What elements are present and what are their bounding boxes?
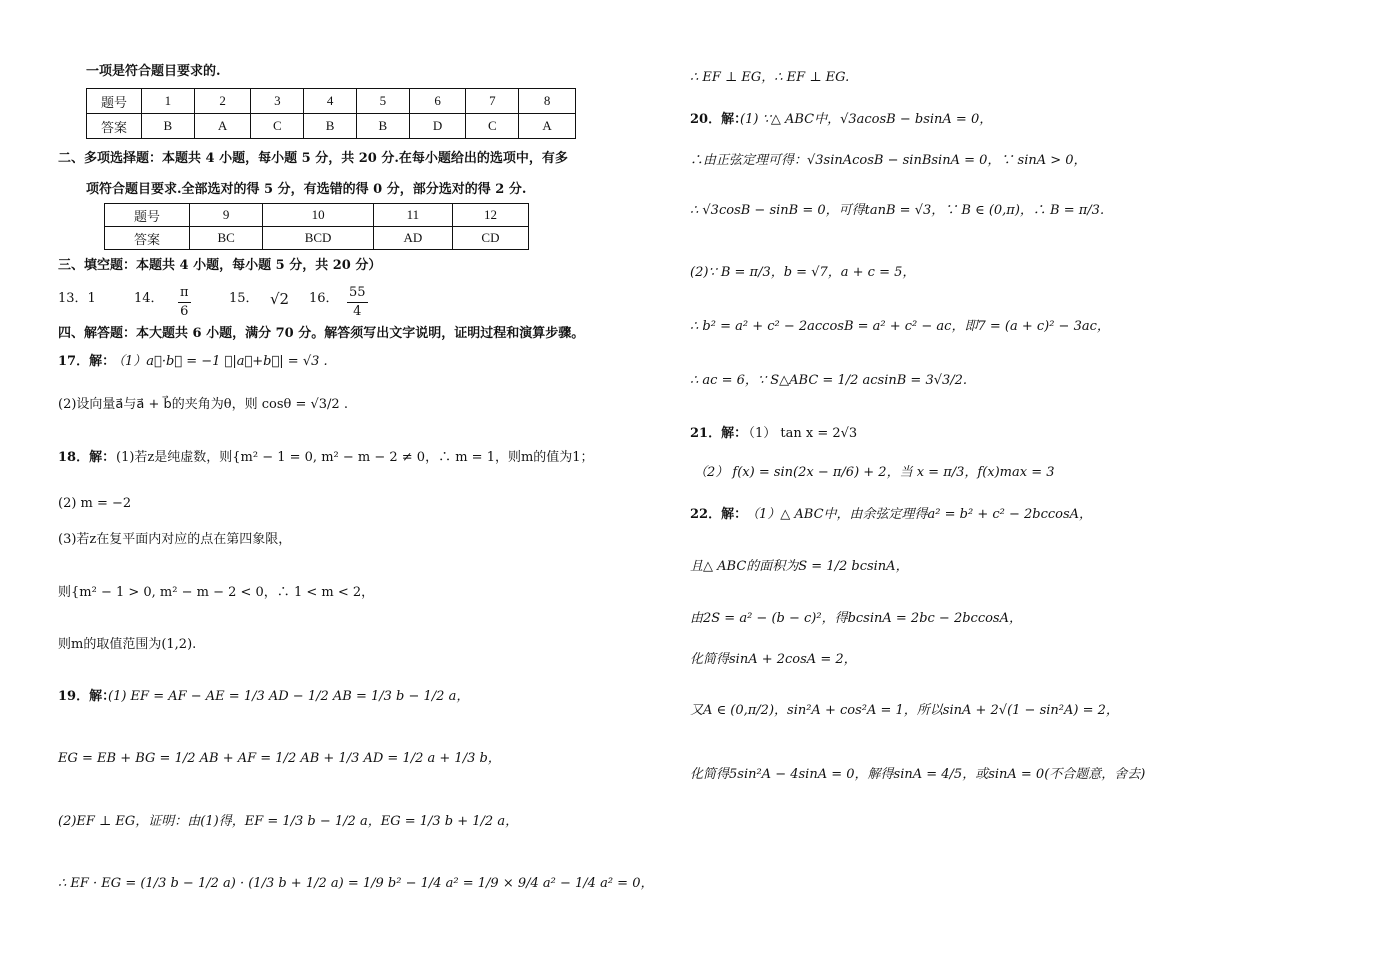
q18-part2: (2) m = −2 — [58, 496, 132, 511]
table-row — [87, 89, 576, 114]
q19-part3: (2)EF ⊥ EG，证明：由(1)得，EF = 1/3 b − 1/2 a，EG = 1/3 b + 1/2 a， — [58, 814, 519, 829]
table-cell: BCD — [263, 227, 374, 250]
table-cell: A — [519, 114, 576, 139]
table-cell: 答案 — [87, 114, 142, 139]
table-cell: 12 — [452, 204, 528, 227]
fraction-denominator: 6 — [180, 304, 189, 319]
table-cell: 11 — [373, 204, 452, 227]
table-cell: 题号 — [87, 89, 142, 114]
table-cell: B — [356, 114, 409, 139]
table-cell: AD — [373, 227, 452, 250]
q21-part2: （2） f(x) = sin(2x − π/6) + 2，当 x = π/3，f(x)max = 3 — [694, 465, 1055, 480]
fill-answer-14 — [178, 284, 191, 321]
q21-label: 21．解： — [690, 426, 748, 441]
fill-label-16: 16． — [309, 291, 339, 306]
q18-part1: (1)若z是纯虚数，则{m² − 1 = 0, m² − m − 2 ≠ 0，∴ m = 1，则m的值为1； — [116, 450, 594, 465]
table-cell: 2 — [194, 89, 251, 114]
fill-answer-15: √2 — [270, 290, 290, 308]
table-cell: 1 — [142, 89, 195, 114]
q17-part1: （1）a⃗·b⃗ = −1 ，|a⃗+b⃗| = √3 . — [112, 354, 328, 369]
fraction-numerator: 55 — [347, 284, 368, 303]
table-cell: D — [409, 114, 466, 139]
table-cell: 题号 — [105, 204, 190, 227]
table-cell: 9 — [190, 204, 263, 227]
q22-part6: 化简得5sin²A − 4sinA = 0，解得sinA = 4/5，或sinA = 0(不合题意，舍去) — [690, 767, 1146, 782]
table-row — [105, 227, 529, 250]
table-row — [105, 204, 529, 227]
section2-heading-line1: 二、多项选择题：本题共 4 小题，每小题 5 分，共 20 分.在每小题给出的选项中，有多 — [58, 151, 568, 166]
q20-part3: ∴ √3cosB − sinB = 0，可得tanB = √3，∵ B ∈ (0,π)，∴ B = π/3. — [690, 203, 1105, 218]
q18-part4: 则{m² − 1 > 0, m² − m − 2 < 0，∴ 1 < m < 2， — [58, 585, 375, 600]
answer-table-2 — [104, 203, 529, 250]
table-cell: B — [142, 114, 195, 139]
q19-label: 19．解： — [58, 689, 116, 704]
table-cell: 6 — [409, 89, 466, 114]
table-cell: 3 — [251, 89, 304, 114]
q20-part6: ∴ ac = 6，∵ S△ABC = 1/2 acsinB = 3√3/2. — [690, 373, 968, 388]
table-cell: B — [304, 114, 357, 139]
q22-part4: 化简得sinA + 2cosA = 2， — [690, 652, 857, 667]
table-cell: 7 — [466, 89, 519, 114]
q18-part5: 则m的取值范围为(1,2). — [58, 637, 197, 652]
q22-part1: （1）△ ABC中，由余弦定理得a² = b² + c² − 2bccosA， — [746, 507, 1093, 522]
table-cell: CD — [452, 227, 528, 250]
q18-part3: (3)若z在复平面内对应的点在第四象限， — [58, 532, 292, 547]
fraction-denominator: 4 — [353, 304, 362, 319]
table-cell: 10 — [263, 204, 374, 227]
section3-heading: 三、填空题：本题共 4 小题，每小题 5 分，共 20 分） — [58, 258, 382, 273]
table-cell: 答案 — [105, 227, 190, 250]
q17-part2: (2)设向量a⃗与a⃗ + b⃗的夹角为θ，则 cosθ = √3/2 . — [58, 397, 348, 412]
fraction-numerator: π — [178, 284, 191, 303]
answer-table-1 — [86, 88, 576, 139]
table-cell: 4 — [304, 89, 357, 114]
table-cell: C — [466, 114, 519, 139]
q22-part2: 且△ ABC的面积为S = 1/2 bcsinA， — [690, 559, 909, 574]
fill-answer-13: 13．1 — [58, 291, 96, 306]
q20-part2: ∴由正弦定理可得：√3sinAcosB − sinBsinA = 0，∵ sinA > 0， — [690, 153, 1087, 168]
q21-part1: （1） tan x = 2√3 — [742, 426, 858, 441]
q19-part2: EG = EB + BG = 1/2 AB + AF = 1/2 AB + 1/3 AD = 1/2 a + 1/3 b， — [58, 751, 501, 766]
fill-answer-16 — [347, 284, 368, 321]
q17-label: 17．解： — [58, 354, 116, 369]
table-cell: C — [251, 114, 304, 139]
table-cell: A — [194, 114, 251, 139]
fill-label-14: 14． — [134, 291, 164, 306]
table-cell: 5 — [356, 89, 409, 114]
q19-conclusion: ∴ EF ⊥ EG，∴ EF ⊥ EG. — [690, 70, 850, 85]
q20-part5: ∴ b² = a² + c² − 2accosB = a² + c² − ac，即7 = (a + c)² − 3ac， — [690, 319, 1110, 334]
q22-part5: 又A ∈ (0,π/2)，sin²A + cos²A = 1，所以sinA + 2√(1 − sin²A) = 2， — [690, 703, 1119, 718]
section4-heading: 四、解答题：本大题共 6 小题，满分 70 分。解答须写出文字说明，证明过程和演算步骤。 — [58, 326, 585, 341]
section2-heading-line2: 项符合题目要求.全部选对的得 5 分，有选错的得 0 分，部分选对的得 2 分. — [86, 182, 527, 197]
table-row — [87, 114, 576, 139]
table-cell: 8 — [519, 89, 576, 114]
q18-label: 18．解： — [58, 450, 116, 465]
table-cell: BC — [190, 227, 263, 250]
q19-part4: ∴ EF · EG = (1/3 b − 1/2 a) · (1/3 b + 1/2 a) = 1/9 b² − 1/4 a² = 1/9 × 9/4 a² − 1/4 a² = 0， — [58, 876, 654, 891]
q20-part1: (1) ∵△ ABC中，√3acosB − bsinA = 0， — [740, 112, 993, 127]
q20-part4: (2)∵ B = π/3，b = √7，a + c = 5， — [690, 265, 916, 280]
q19-part1: (1) EF = AF − AE = 1/3 AD − 1/2 AB = 1/3 b − 1/2 a， — [108, 689, 470, 704]
section1-tail: 一项是符合题目要求的. — [86, 64, 221, 79]
q22-part3: 由2S = a² − (b − c)²，得bcsinA = 2bc − 2bccosA， — [690, 611, 1022, 626]
fill-label-15: 15． — [229, 291, 259, 306]
q22-label: 22．解： — [690, 507, 748, 522]
q20-label: 20．解： — [690, 112, 748, 127]
